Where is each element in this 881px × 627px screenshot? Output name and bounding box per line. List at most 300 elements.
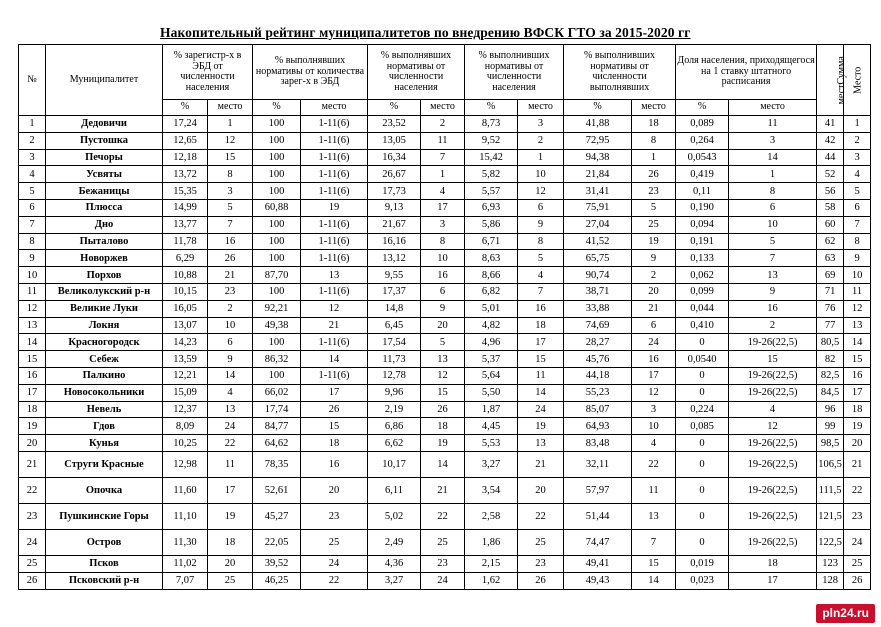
cell-completed-pop-place: 4 [518,267,564,284]
cell-performed-pop-place: 7 [421,149,465,166]
cell-completed-pop-pct: 5,50 [465,384,518,401]
cell-registered-pct: 11,60 [163,477,208,503]
cell-sum: 44 [817,149,844,166]
cell-municipality: Палкино [46,367,163,384]
cell-municipality: Великие Луки [46,300,163,317]
cell-registered-place: 4 [208,384,253,401]
cell-num: 11 [19,283,46,300]
cell-completed-pop-pct: 8,66 [465,267,518,284]
cell-performed-pop-place: 23 [421,555,465,572]
cell-performed-reg-place: 15 [301,418,368,435]
cell-performed-pop-place: 16 [421,267,465,284]
cell-performed-reg-place: 1-11(6) [301,367,368,384]
cell-completed-perf-place: 8 [632,132,676,149]
cell-performed-reg-pct: 84,77 [253,418,301,435]
cell-performed-reg-pct: 100 [253,233,301,250]
cell-performed-pop-pct: 9,13 [368,199,421,216]
subheader-place: место [729,100,817,116]
cell-municipality: Усвяты [46,166,163,183]
cell-place: 7 [844,216,871,233]
cell-staff-place: 4 [729,401,817,418]
cell-performed-pop-place: 6 [421,283,465,300]
cell-num: 2 [19,132,46,149]
cell-staff-place: 11 [729,116,817,133]
cell-num: 9 [19,250,46,267]
cell-sum: 62 [817,233,844,250]
cell-completed-pop-place: 6 [518,199,564,216]
cell-staff-share: 0,0540 [676,351,729,368]
cell-completed-pop-place: 9 [518,216,564,233]
cell-num: 26 [19,572,46,589]
cell-registered-place: 17 [208,477,253,503]
cell-municipality: Опочка [46,477,163,503]
cell-sum: 71 [817,283,844,300]
cell-staff-share: 0,11 [676,183,729,200]
cell-num: 17 [19,384,46,401]
cell-performed-pop-pct: 12,78 [368,367,421,384]
cell-registered-pct: 17,24 [163,116,208,133]
cell-staff-share: 0,133 [676,250,729,267]
cell-completed-perf-place: 4 [632,435,676,452]
cell-performed-pop-pct: 17,73 [368,183,421,200]
table-row [19,529,871,555]
cell-num: 18 [19,401,46,418]
cell-staff-place: 9 [729,283,817,300]
cell-performed-reg-pct: 100 [253,216,301,233]
cell-registered-pct: 12,21 [163,367,208,384]
cell-sum: 63 [817,250,844,267]
cell-staff-place: 19-26(22,5) [729,384,817,401]
cell-performed-pop-pct: 17,54 [368,334,421,351]
cell-performed-reg-place: 20 [301,477,368,503]
cell-place: 1 [844,116,871,133]
cell-completed-pop-place: 15 [518,351,564,368]
cell-completed-pop-pct: 3,54 [465,477,518,503]
cell-num: 25 [19,555,46,572]
cell-sum: 128 [817,572,844,589]
cell-performed-pop-place: 9 [421,300,465,317]
cell-registered-place: 20 [208,555,253,572]
table-row [19,250,871,267]
cell-place: 15 [844,351,871,368]
table-row [19,555,871,572]
cell-place: 8 [844,233,871,250]
cell-performed-reg-pct: 39,52 [253,555,301,572]
cell-municipality: Гдов [46,418,163,435]
cell-staff-share: 0 [676,435,729,452]
cell-sum: 69 [817,267,844,284]
cell-completed-pop-pct: 5,37 [465,351,518,368]
subheader-pct: % [163,100,208,116]
cell-performed-reg-pct: 78,35 [253,451,301,477]
cell-registered-place: 7 [208,216,253,233]
cell-num: 8 [19,233,46,250]
cell-completed-pop-pct: 6,71 [465,233,518,250]
cell-performed-pop-pct: 26,67 [368,166,421,183]
cell-performed-reg-place: 1-11(6) [301,233,368,250]
cell-sum: 77 [817,317,844,334]
cell-performed-reg-pct: 100 [253,132,301,149]
cell-performed-pop-pct: 10,17 [368,451,421,477]
cell-performed-reg-place: 16 [301,451,368,477]
cell-performed-reg-pct: 49,38 [253,317,301,334]
subheader-place: место [301,100,368,116]
cell-num: 24 [19,529,46,555]
watermark-logo: pln24.ru [816,604,875,623]
cell-performed-pop-pct: 13,05 [368,132,421,149]
cell-staff-place: 13 [729,267,817,284]
cell-performed-pop-pct: 14,8 [368,300,421,317]
cell-num: 20 [19,435,46,452]
cell-completed-pop-pct: 2,58 [465,503,518,529]
table-row [19,283,871,300]
cell-place: 22 [844,477,871,503]
cell-completed-perf-pct: 27,04 [564,216,632,233]
cell-registered-place: 9 [208,351,253,368]
subheader-pct: % [465,100,518,116]
cell-registered-pct: 11,30 [163,529,208,555]
cell-performed-pop-place: 13 [421,351,465,368]
cell-place: 2 [844,132,871,149]
cell-performed-reg-pct: 86,32 [253,351,301,368]
cell-performed-reg-place: 1-11(6) [301,116,368,133]
cell-place: 11 [844,283,871,300]
cell-performed-reg-pct: 64,62 [253,435,301,452]
cell-completed-pop-pct: 1,62 [465,572,518,589]
cell-num: 1 [19,116,46,133]
cell-completed-pop-place: 24 [518,401,564,418]
cell-registered-place: 11 [208,451,253,477]
header-municipality: Муниципалитет [46,45,163,116]
cell-registered-place: 24 [208,418,253,435]
cell-registered-place: 10 [208,317,253,334]
cell-staff-share: 0 [676,384,729,401]
cell-num: 21 [19,451,46,477]
cell-registered-place: 26 [208,250,253,267]
cell-staff-share: 0 [676,451,729,477]
cell-staff-share: 0,094 [676,216,729,233]
cell-place: 14 [844,334,871,351]
cell-performed-reg-pct: 100 [253,166,301,183]
cell-place: 16 [844,367,871,384]
cell-registered-pct: 10,25 [163,435,208,452]
subheader-pct: % [676,100,729,116]
cell-performed-reg-place: 1-11(6) [301,132,368,149]
cell-performed-pop-place: 14 [421,451,465,477]
cell-num: 10 [19,267,46,284]
cell-registered-pct: 6,29 [163,250,208,267]
cell-completed-pop-place: 13 [518,435,564,452]
cell-completed-perf-pct: 49,41 [564,555,632,572]
cell-registered-pct: 10,15 [163,283,208,300]
cell-staff-place: 2 [729,317,817,334]
cell-completed-pop-pct: 5,64 [465,367,518,384]
cell-completed-perf-pct: 55,23 [564,384,632,401]
cell-municipality: Струги Красные [46,451,163,477]
cell-performed-reg-pct: 100 [253,116,301,133]
table-row [19,435,871,452]
cell-place: 5 [844,183,871,200]
cell-sum: 42 [817,132,844,149]
cell-performed-reg-pct: 100 [253,183,301,200]
cell-performed-reg-pct: 100 [253,283,301,300]
cell-performed-pop-pct: 2,49 [368,529,421,555]
cell-completed-pop-pct: 9,52 [465,132,518,149]
cell-performed-reg-place: 1-11(6) [301,149,368,166]
cell-sum: 96 [817,401,844,418]
cell-performed-pop-pct: 2,19 [368,401,421,418]
cell-completed-pop-place: 22 [518,503,564,529]
cell-performed-pop-place: 25 [421,529,465,555]
cell-sum: 52 [817,166,844,183]
cell-performed-pop-place: 8 [421,233,465,250]
cell-registered-pct: 12,37 [163,401,208,418]
table-row [19,351,871,368]
cell-performed-pop-pct: 6,62 [368,435,421,452]
cell-place: 12 [844,300,871,317]
cell-performed-pop-pct: 6,45 [368,317,421,334]
cell-registered-place: 12 [208,132,253,149]
cell-staff-share: 0,0543 [676,149,729,166]
cell-registered-pct: 12,98 [163,451,208,477]
cell-municipality: Кунья [46,435,163,452]
cell-performed-pop-pct: 6,86 [368,418,421,435]
cell-registered-place: 21 [208,267,253,284]
cell-completed-perf-place: 15 [632,555,676,572]
rating-table [18,44,871,590]
cell-registered-pct: 13,72 [163,166,208,183]
cell-staff-share: 0 [676,529,729,555]
cell-municipality: Невель [46,401,163,418]
cell-registered-pct: 13,59 [163,351,208,368]
cell-registered-place: 18 [208,529,253,555]
cell-performed-pop-pct: 16,16 [368,233,421,250]
cell-staff-place: 19-26(22,5) [729,477,817,503]
cell-performed-pop-place: 10 [421,250,465,267]
cell-performed-reg-place: 1-11(6) [301,283,368,300]
cell-staff-place: 14 [729,149,817,166]
cell-staff-share: 0 [676,477,729,503]
cell-completed-perf-pct: 41,52 [564,233,632,250]
cell-sum: 82,5 [817,367,844,384]
cell-performed-pop-pct: 16,34 [368,149,421,166]
cell-completed-pop-place: 12 [518,183,564,200]
cell-performed-pop-place: 19 [421,435,465,452]
cell-registered-place: 14 [208,367,253,384]
cell-staff-place: 1 [729,166,817,183]
cell-municipality: Пушкинские Горы [46,503,163,529]
cell-completed-pop-place: 5 [518,250,564,267]
cell-municipality: Дедовичи [46,116,163,133]
cell-staff-share: 0,023 [676,572,729,589]
cell-completed-pop-pct: 6,82 [465,283,518,300]
cell-completed-perf-pct: 49,43 [564,572,632,589]
cell-staff-share: 0,062 [676,267,729,284]
cell-completed-perf-pct: 75,91 [564,199,632,216]
page-title: Накопительный рейтинг муниципалитетов по внедрению ВФСК ГТО за 2015-2020 гг [160,25,691,40]
header-performed-of-population: % выполнявших нормативы от численности населения [368,45,465,100]
cell-registered-place: 19 [208,503,253,529]
cell-completed-perf-place: 9 [632,250,676,267]
cell-num: 15 [19,351,46,368]
cell-place: 20 [844,435,871,452]
table-row [19,418,871,435]
table-row [19,166,871,183]
cell-num: 3 [19,149,46,166]
cell-registered-place: 5 [208,199,253,216]
cell-performed-pop-pct: 17,37 [368,283,421,300]
cell-performed-pop-pct: 11,73 [368,351,421,368]
table-row [19,317,871,334]
header-completed-of-population: % выполнивших нормативы от численности населения [465,45,564,100]
cell-completed-perf-pct: 38,71 [564,283,632,300]
cell-sum: 60 [817,216,844,233]
subheader-place: место [208,100,253,116]
cell-completed-pop-place: 20 [518,477,564,503]
cell-registered-place: 1 [208,116,253,133]
cell-municipality: Дно [46,216,163,233]
cell-completed-pop-place: 8 [518,233,564,250]
cell-performed-pop-pct: 21,67 [368,216,421,233]
cell-staff-place: 17 [729,572,817,589]
cell-performed-pop-pct: 6,11 [368,477,421,503]
cell-completed-perf-pct: 94,38 [564,149,632,166]
table-row [19,267,871,284]
cell-completed-perf-place: 20 [632,283,676,300]
cell-staff-share: 0,085 [676,418,729,435]
cell-registered-pct: 12,65 [163,132,208,149]
cell-place: 18 [844,401,871,418]
cell-num: 4 [19,166,46,183]
cell-sum: 41 [817,116,844,133]
cell-staff-place: 6 [729,199,817,216]
cell-performed-pop-place: 12 [421,367,465,384]
cell-registered-pct: 12,18 [163,149,208,166]
cell-registered-pct: 14,99 [163,199,208,216]
cell-municipality: Печоры [46,149,163,166]
cell-performed-pop-place: 15 [421,384,465,401]
cell-completed-pop-pct: 4,96 [465,334,518,351]
cell-registered-pct: 14,23 [163,334,208,351]
cell-staff-place: 8 [729,183,817,200]
cell-completed-pop-place: 16 [518,300,564,317]
cell-performed-reg-place: 1-11(6) [301,216,368,233]
cell-completed-perf-place: 2 [632,267,676,284]
cell-staff-place: 16 [729,300,817,317]
cell-performed-reg-place: 18 [301,435,368,452]
table-row [19,216,871,233]
cell-municipality: Себеж [46,351,163,368]
cell-completed-perf-place: 6 [632,317,676,334]
cell-sum: 121,5 [817,503,844,529]
header-sum: местСумма [817,45,844,116]
cell-completed-perf-pct: 45,76 [564,351,632,368]
cell-place: 25 [844,555,871,572]
cell-place: 19 [844,418,871,435]
cell-municipality: Великолукский р-н [46,283,163,300]
cell-completed-perf-pct: 21,84 [564,166,632,183]
cell-completed-perf-pct: 64,93 [564,418,632,435]
header-completed-of-performers: % выполнивших нормативы от численности выполнявших [564,45,676,100]
cell-completed-perf-pct: 31,41 [564,183,632,200]
cell-registered-place: 15 [208,149,253,166]
cell-staff-place: 18 [729,555,817,572]
cell-registered-place: 13 [208,401,253,418]
cell-num: 7 [19,216,46,233]
cell-completed-perf-place: 23 [632,183,676,200]
cell-performed-pop-place: 11 [421,132,465,149]
cell-completed-pop-place: 1 [518,149,564,166]
cell-place: 13 [844,317,871,334]
table-row [19,477,871,503]
cell-completed-pop-place: 23 [518,555,564,572]
cell-staff-share: 0 [676,503,729,529]
cell-staff-place: 19-26(22,5) [729,367,817,384]
cell-place: 26 [844,572,871,589]
cell-performed-pop-place: 18 [421,418,465,435]
cell-completed-pop-place: 10 [518,166,564,183]
cell-staff-share: 0,190 [676,199,729,216]
cell-registered-pct: 16,05 [163,300,208,317]
cell-staff-place: 7 [729,250,817,267]
cell-staff-share: 0,264 [676,132,729,149]
cell-completed-pop-place: 25 [518,529,564,555]
cell-municipality: Остров [46,529,163,555]
header-num: № [19,45,46,116]
cell-completed-pop-place: 18 [518,317,564,334]
cell-place: 6 [844,199,871,216]
cell-performed-reg-pct: 52,61 [253,477,301,503]
cell-performed-reg-place: 1-11(6) [301,250,368,267]
subheader-place: место [518,100,564,116]
table-row [19,233,871,250]
cell-completed-perf-pct: 51,44 [564,503,632,529]
cell-performed-reg-place: 1-11(6) [301,334,368,351]
cell-completed-pop-pct: 1,86 [465,529,518,555]
subheader-pct: % [368,100,421,116]
cell-performed-pop-place: 17 [421,199,465,216]
cell-num: 12 [19,300,46,317]
cell-registered-pct: 11,78 [163,233,208,250]
cell-staff-share: 0 [676,367,729,384]
cell-place: 3 [844,149,871,166]
cell-num: 13 [19,317,46,334]
cell-completed-perf-pct: 90,74 [564,267,632,284]
subheader-place: место [632,100,676,116]
table-row [19,384,871,401]
cell-registered-place: 6 [208,334,253,351]
cell-completed-perf-pct: 74,69 [564,317,632,334]
cell-performed-pop-pct: 5,02 [368,503,421,529]
cell-staff-place: 12 [729,418,817,435]
cell-completed-perf-place: 24 [632,334,676,351]
cell-staff-place: 19-26(22,5) [729,529,817,555]
cell-staff-place: 19-26(22,5) [729,334,817,351]
cell-completed-pop-place: 14 [518,384,564,401]
cell-performed-reg-place: 23 [301,503,368,529]
cell-performed-reg-place: 25 [301,529,368,555]
cell-num: 19 [19,418,46,435]
cell-completed-pop-place: 19 [518,418,564,435]
cell-num: 14 [19,334,46,351]
cell-sum: 98,5 [817,435,844,452]
cell-completed-perf-place: 22 [632,451,676,477]
cell-performed-reg-place: 17 [301,384,368,401]
cell-completed-perf-pct: 44,18 [564,367,632,384]
cell-staff-share: 0,224 [676,401,729,418]
cell-completed-perf-place: 5 [632,199,676,216]
cell-performed-reg-place: 14 [301,351,368,368]
